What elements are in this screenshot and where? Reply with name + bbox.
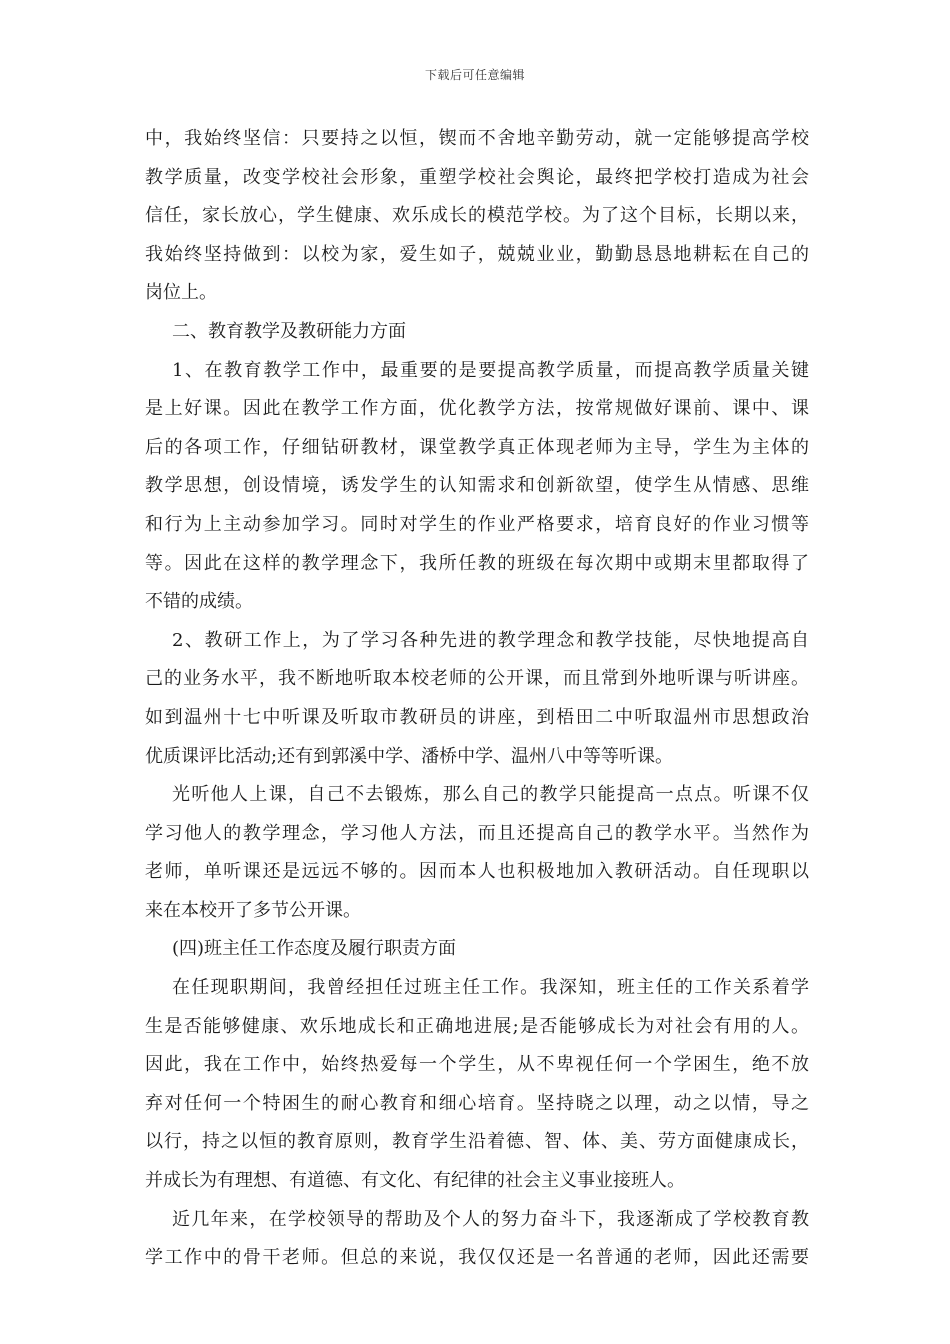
text-line: 以行，持之以恒的教育原则，教育学生沿着德、智、体、美、劳方面健康成长， [145, 1131, 809, 1153]
text-line: 并成长为有理想、有道德、有文化、有纪律的社会主义事业接班人。 [145, 1170, 685, 1192]
text-line: 等。因此在这样的教学理念下，我所任教的班级在每次期中或期末里都取得了 [145, 552, 809, 574]
text-line: 2、教研工作上，为了学习各种先进的教学理念和教学技能，尽快地提高自 [172, 629, 809, 651]
text-line: 弃对任何一个特困生的耐心教育和细心培育。坚持晓之以理，动之以情，导之 [145, 1092, 809, 1114]
text-line: 己的业务水平，我不断地听取本校老师的公开课，而且常到外地听课与听讲座。 [145, 668, 809, 690]
text-line: 教学思想，创设情境，诱发学生的认知需求和创新欲望，使学生从情感、思维 [145, 475, 809, 497]
text-line: 近几年来，在学校领导的帮助及个人的努力奋斗下，我逐渐成了学校教育教 [172, 1208, 809, 1230]
text-line: 1、在教育教学工作中，最重要的是要提高教学质量，而提高教学质量关键 [172, 359, 809, 381]
text-line: 和行为上主动参加学习。同时对学生的作业严格要求，培育良好的作业习惯等 [145, 513, 809, 535]
text-line: 优质课评比活动;还有到郭溪中学、潘桥中学、温州八中等等听课。 [145, 745, 674, 767]
text-line: 我始终坚持做到：以校为家，爱生如子，兢兢业业，勤勤恳恳地耕耘在自己的 [145, 243, 809, 265]
text-line: 是上好课。因此在教学工作方面，优化教学方法，按常规做好课前、课中、课 [145, 398, 809, 420]
text-line: 因此，我在工作中，始终热爱每一个学生，从不卑视任何一个学困生，绝不放 [145, 1054, 809, 1076]
text-line: 来在本校开了多节公开课。 [145, 899, 361, 921]
text-line: 后的各项工作，仔细钻研教材，课堂教学真正体现老师为主导，学生为主体的 [145, 436, 809, 458]
text-line: (四)班主任工作态度及履行职责方面 [172, 938, 457, 960]
page-header: 下载后可任意编辑 [424, 68, 525, 82]
text-line: 二、教育教学及教研能力方面 [172, 320, 406, 342]
text-line: 不错的成绩。 [145, 591, 253, 613]
text-line: 信任，家长放心，学生健康、欢乐成长的模范学校。为了这个目标，长期以来， [145, 205, 809, 227]
text-line: 学工作中的骨干老师。但总的来说，我仅仅还是一名普通的老师，因此还需要 [145, 1247, 809, 1269]
text-line: 生是否能够健康、欢乐地成长和正确地进展;是否能够成长为对社会有用的人。 [145, 1015, 809, 1037]
text-line: 老师，单听课还是远远不够的。因而本人也积极地加入教研活动。自任现职以 [145, 861, 809, 883]
text-line: 在任现职期间，我曾经担任过班主任工作。我深知，班主任的工作关系着学 [172, 977, 809, 999]
text-line: 学习他人的教学理念，学习他人方法，而且还提高自己的教学水平。当然作为 [145, 822, 809, 844]
text-line: 中，我始终坚信：只要持之以恒，锲而不舍地辛勤劳动，就一定能够提高学校 [145, 128, 809, 149]
body-text [145, 120, 809, 1278]
text-line: 如到温州十七中听课及听取市教研员的讲座，到梧田二中听取温州市思想政治 [145, 706, 809, 728]
text-line: 岗位上。 [145, 282, 217, 304]
text-line: 光听他人上课，自己不去锻炼，那么自己的教学只能提高一点点。听课不仅 [172, 784, 809, 806]
text-line: 教学质量，改变学校社会形象，重塑学校社会舆论，最终把学校打造成为社会 [145, 166, 809, 188]
